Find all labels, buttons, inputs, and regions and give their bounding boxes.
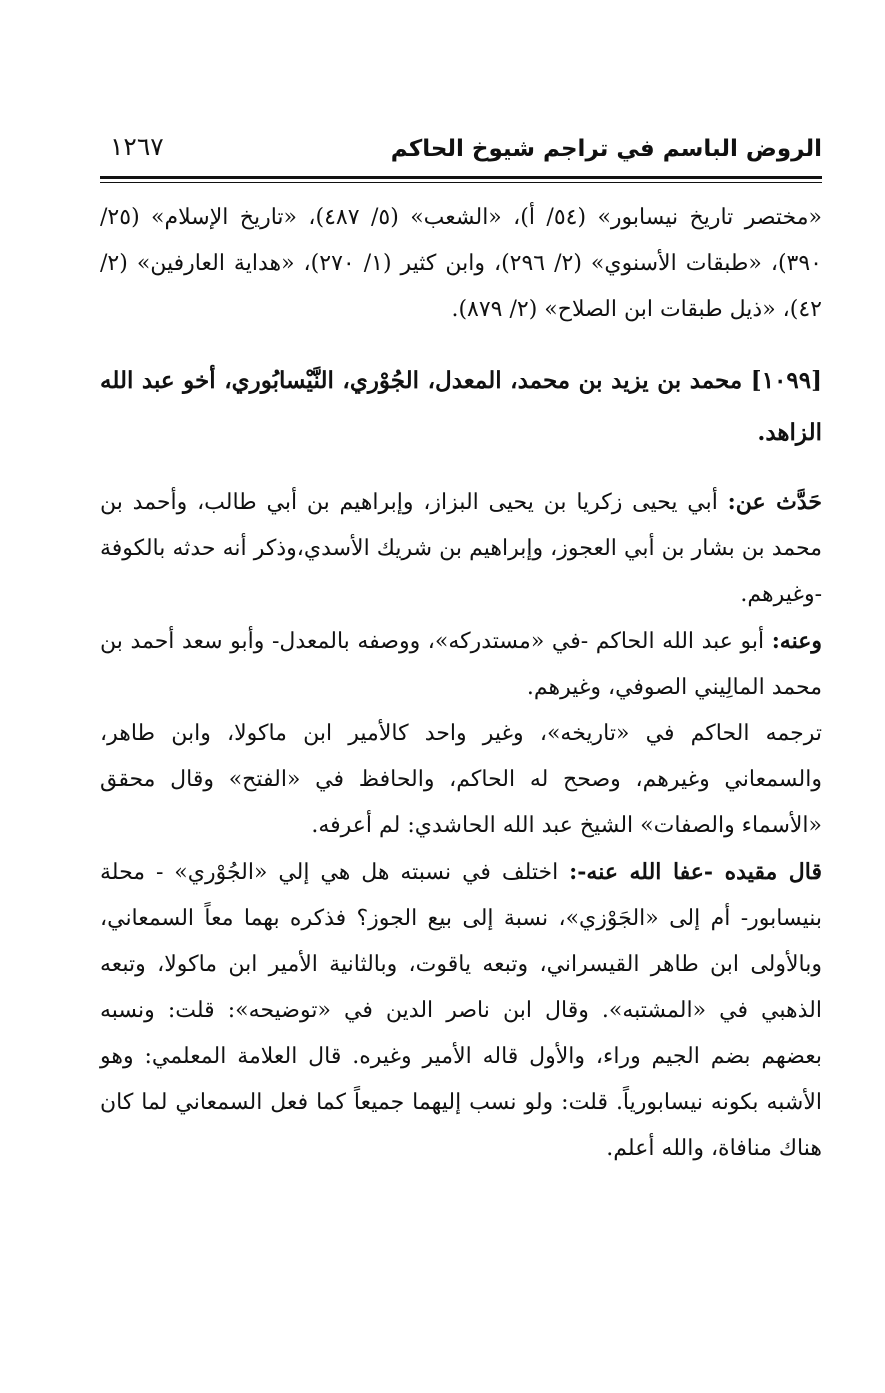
entry-name: محمد بن يزيد بن محمد، المعدل، الجُوْري، النَّيْسابُوري، أخو عبد الله الزاهد. xyxy=(100,367,822,446)
entry-heading xyxy=(100,355,822,459)
hadath-text: أبي يحيى زكريا بن يحيى البزاز، وإبراهيم بن أبي طالب، وأحمد بن محمد بن بشار بن أبي العجوز، وإبراهيم بن شريك الأسدي،وذكر أنه حدثه بالكوفة -وغيرهم. xyxy=(100,490,822,607)
book-page xyxy=(100,120,822,1172)
qala-paragraph xyxy=(100,849,822,1172)
page-body xyxy=(100,195,822,1172)
hadath-paragraph xyxy=(100,479,822,618)
hadath-lead: حَدَّث عن: xyxy=(727,489,822,515)
anhu-text: أبو عبد الله الحاكم -في «مستدركه»، ووصفه بالمعدل- وأبو سعد أحمد بن محمد المالِيني الصوفي، وغيرهم. xyxy=(100,629,822,700)
header-rule-thick xyxy=(100,176,822,179)
header-rule-thin xyxy=(100,182,822,183)
page-number: ١٢٦٧ xyxy=(110,132,164,161)
running-title: الروض الباسم في تراجم شيوخ الحاكم xyxy=(390,136,822,162)
qala-text: اختلف في نسبته هل هي إلي «الجُوْري» - محلة بنيسابور- أم إلى «الجَوْزي»، نسبة إلى بيع الجوز؟ فذكره بهما معاً السمعاني، وبالأولى ابن طاهر القيسراني، وتبعه ياقوت، وبالثانية الأمير ابن ماكولا، وتبعه الذهبي في «المشتبه». وقال ابن ناصر الدين في «توضيحه»: قلت: ونسبه بعضهم بضم الجيم وراء، والأول قاله الأمير وغيره. قال العلامة المعلمي: وهو الأشبه بكونه نيسابورياً. قلت: ولو نسب إليهما جميعاً كما فعل السمعاني لما كان هناك منافاة، والله أعلم. xyxy=(100,860,822,1161)
tarjama-paragraph: ترجمه الحاكم في «تاريخه»، وغير واحد كالأمير ابن ماكولا، وابن طاهر، والسمعاني وغيرهم، وصحح له الحاكم، والحافظ في «الفتح» وقال محقق «الأسماء والصفات» الشيخ عبد الله الحاشدي: لم أعرفه. xyxy=(100,721,822,838)
page-header xyxy=(100,120,822,166)
intro-sources-paragraph: «مختصر تاريخ نيسابور» (٥٤/ أ)، «الشعب» (٥/ ٤٨٧)، «تاريخ الإسلام» (٢٥/ ٣٩٠)، «طبقات الأسنوي» (٢/ ٢٩٦)، وابن كثير (١/ ٢٧٠)، «هداية العارفين» (٢/ ٤٢)، «ذيل طبقات ابن الصلاح» (٢/ ٨٧٩). xyxy=(100,205,823,322)
anhu-lead: وعنه: xyxy=(771,628,822,654)
anhu-paragraph xyxy=(100,618,822,711)
qala-lead: قال مقيده -عفا الله عنه-: xyxy=(569,859,823,885)
entry-number: [١٠٩٩] xyxy=(750,367,822,394)
